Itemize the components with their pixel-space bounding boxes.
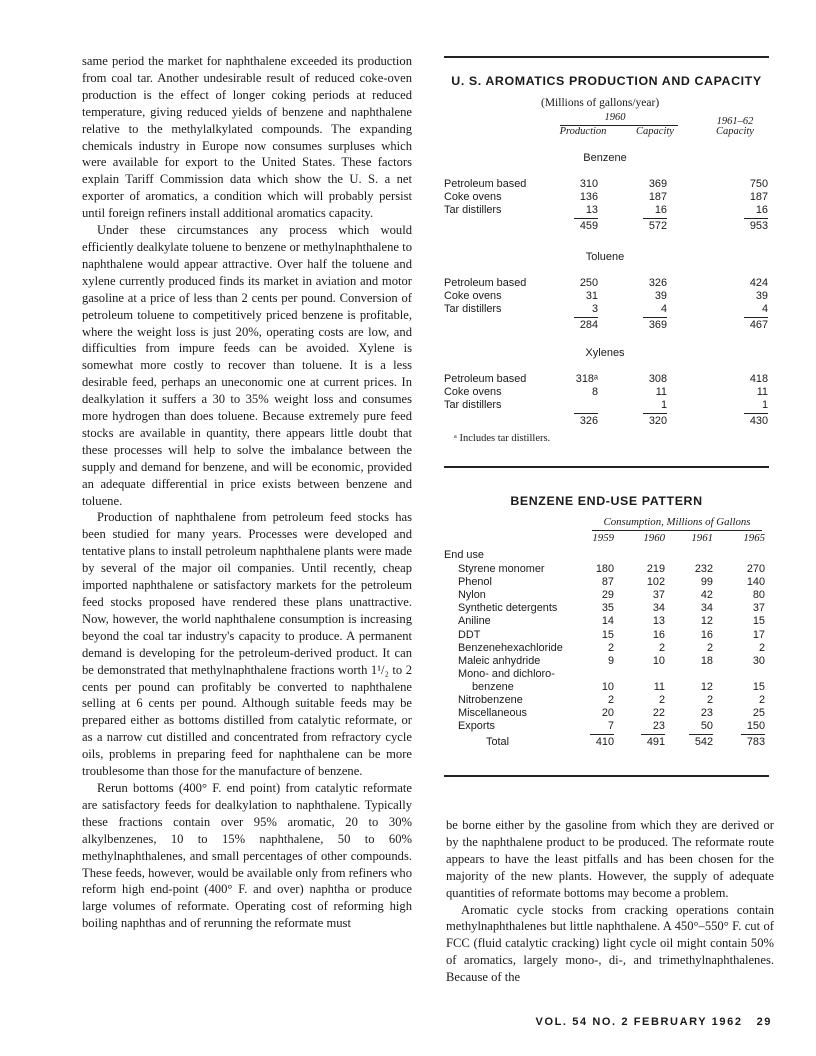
table1-year-1961: 1961–62 (716, 116, 754, 127)
table2-cell: 23 (700, 707, 713, 720)
table2-cell: 17 (752, 628, 765, 641)
table2-total-label: Total (486, 736, 510, 749)
table1-total-cell: 953 (749, 220, 768, 232)
subtotal-rule (574, 317, 598, 318)
table2-cell: 20 (601, 707, 614, 720)
right-text-column (446, 817, 774, 986)
table2-cell: 9 (607, 654, 614, 667)
left-text-column (82, 53, 412, 932)
table1-total-cell: 320 (648, 415, 667, 427)
paragraph: Rerun bottoms (400° F. end point) from catalytic reformate are satisfactory feeds for dealkylation to naphthalene. Typically these fractions contain over 95% aromatic, 20 to 30% alkylbenzenes, 10 to 15% naphthalene, 50 to 60% methylnaphthalenes, and small percentages of other compounds. These feeds, however, would be available only from refiners who reform high end-point (400° F. and over) naphtha or produce large volumes of reformate. Operating cost of reforming high boiling naphthas and of rerunning the reformate must (82, 780, 412, 931)
table1-total-cell: 572 (648, 220, 667, 232)
row-label: DDT (458, 628, 481, 641)
row-label: Tar distillers (444, 204, 502, 216)
paragraph: same period the market for naphthalene exceeded its production from coal tar. Another undesirable result of reduced coke-oven production is the effect of longer coking periods at reduced temperature, giving reduced yields of benzene and naphthalene relative to the methylalkylated compounds. The expanding chemicals industry in Europe now consumes surpluses which were available for export to the United States. These factors explain Tariff Commission data which show the U. S. a net exporter of aromatics, a condition which will probably persist until foreign refiners install additional aromatics capacity. (82, 54, 412, 221)
table1-cell: 11 (655, 386, 667, 398)
table1-total-cell: 467 (749, 319, 768, 331)
table1-cell: 187 (749, 191, 768, 203)
subtotal-rule (744, 218, 768, 219)
table2-cell: 102 (646, 576, 665, 589)
table1-total-cell: 369 (648, 319, 667, 331)
table1-cell: 187 (648, 191, 667, 203)
table1-year-1960: 1960 (604, 112, 626, 123)
table2-cell: 99 (700, 576, 713, 589)
row-label: Exports (458, 720, 495, 733)
table2-year-header: 1965 (743, 532, 765, 544)
row-label: Styrene monomer (458, 563, 545, 575)
table2-cell: 15 (752, 680, 765, 693)
table2-total-cell: 783 (746, 736, 765, 749)
subtotal-rule (643, 413, 667, 414)
table2-subtitle-rule (592, 530, 762, 531)
table1-cell: 4 (660, 303, 667, 315)
table1-total-cell: 459 (579, 220, 598, 232)
table2-cell: 37 (752, 602, 765, 615)
table2-year-header: 1959 (592, 532, 614, 544)
table1-top-rule (444, 56, 769, 58)
row-label: Petroleum based (444, 178, 527, 190)
table2-cell: 34 (652, 602, 665, 615)
table2-bottom-rule (444, 775, 769, 777)
table2-cell: 29 (601, 589, 614, 602)
table1-total-cell: 284 (579, 319, 598, 331)
total-rule (641, 734, 665, 735)
table1-cell: 16 (755, 204, 768, 216)
table2-cell: 12 (700, 615, 713, 628)
table2-cell: 14 (601, 615, 614, 628)
table2-cell: 35 (601, 602, 614, 615)
table2-cell: 34 (700, 602, 713, 615)
row-label: Coke ovens (444, 191, 502, 203)
table2-cell: 15 (752, 615, 765, 628)
table2-cell: 12 (700, 680, 713, 693)
table1-cell: 4 (761, 303, 768, 315)
table1-cell: 39 (755, 290, 768, 302)
table1-col-production: Production (559, 126, 607, 137)
table2-total-cell: 491 (646, 736, 665, 749)
row-label: Nitrobenzene (458, 694, 523, 706)
table2-cell: 87 (601, 576, 614, 589)
table2-cell: 2 (758, 694, 765, 706)
table1-cell: 1 (761, 399, 768, 411)
table1-group-label: Benzene (583, 152, 627, 164)
table1-cell: 39 (654, 290, 667, 302)
table1-cell: 3 (591, 303, 598, 315)
table1-footnote: ᵃ Includes tar distillers. (454, 433, 551, 444)
total-rule (590, 734, 614, 735)
table1-group-label: Toluene (585, 251, 625, 263)
table2-cell: 219 (646, 563, 665, 575)
table1-bottom-rule (444, 466, 769, 468)
subtotal-rule (574, 218, 598, 219)
total-rule (741, 734, 765, 735)
table2-cell: 22 (652, 707, 665, 720)
table1-cell: 8 (591, 386, 598, 398)
row-label: Aniline (458, 615, 491, 628)
table1-cell: 750 (749, 178, 768, 190)
row-label: Maleic anhydride (458, 654, 541, 667)
paragraph: Aromatic cycle stocks from cracking operations contain methylnaphthalenes but little naphthalene. A 450°–550° F. cut of FCC (fluid catalytic cracking) light cycle oil might contain 50% of aromatics, largely mono-, di-, and trimethylnaphthalenes. Because of the (446, 902, 774, 985)
table2-cell: 2 (758, 641, 765, 654)
subtotal-rule (643, 317, 667, 318)
paragraph: be borne either by the gasoline from which they are derived or by the naphthalene product to be produced. The reformate route appears to have the least pitfalls and has been chosen for the majority of the new plants. However, the supply of adequate quantities of reformate bottoms may become a problem. (446, 818, 774, 900)
table2-cell: 16 (700, 628, 713, 641)
table1-cell: 250 (579, 277, 598, 289)
table2-total-cell: 410 (595, 736, 614, 749)
table2-subtitle: Consumption, Millions of Gallons (603, 516, 751, 528)
table2-cell: 42 (700, 589, 713, 602)
subtotal-rule (643, 218, 667, 219)
table2-cell: 2 (658, 641, 665, 654)
row-label: Petroleum based (444, 277, 527, 289)
table1-title: U. S. AROMATICS PRODUCTION AND CAPACITY (451, 74, 762, 88)
paragraph: Under these circumstances any process which would efficiently dealkylate toluene to benzene or methylnaphthalene to naphthalene would appear attractive. Over half the toluene and xylene currently produced finds its market in aviation and motor gasoline at a price of less than 2 cents per pound. Conversion of petroleum toluene to competitively priced benzene is profitable, where the weight loss is just 20%, operating costs are low, and difficulties from impure feeds can be avoided. Xylene is somewhat more costly to recover than toluene. It is a less desirable feed, perhaps an uneconomic one at current prices. In dealkylation it suffers a 30 to 35% weight loss and consumes more hydrogen than does toluene. Because extremely pure feed stocks are available in quantity, there appears little doubt that these processes will help to solve the imbalance between the supply and demand for benzene, and will be economic, provided an adequate differential in price exists between benzene and toluene. (82, 223, 412, 508)
table2-cell: 30 (752, 654, 765, 667)
row-label: Tar distillers (444, 399, 502, 411)
table2-cell: 270 (746, 563, 765, 575)
subtotal-rule (744, 317, 768, 318)
table2-cell: 80 (752, 589, 765, 602)
row-label: benzene (472, 680, 514, 693)
table1-col-capacity: Capacity (636, 126, 674, 137)
row-label: Petroleum based (444, 373, 527, 385)
table2-cell: 2 (706, 694, 713, 706)
table2-cell: 232 (694, 563, 713, 575)
table2-cell: 10 (652, 654, 665, 667)
table1-group-label: Xylenes (585, 347, 625, 359)
table1-cell: 31 (585, 290, 598, 302)
table1-units: (Millions of gallons/year) (541, 97, 660, 109)
table2-cell: 18 (700, 654, 713, 667)
table1-col-capacity-1961: Capacity (716, 126, 754, 137)
table1-cell: 308 (648, 373, 667, 385)
table2-cell: 180 (595, 563, 614, 575)
table1-total-cell: 430 (749, 415, 768, 427)
page-footer (536, 1016, 772, 1028)
table2-cell: 37 (652, 589, 665, 602)
table1-cell: 318ᵃ (575, 373, 598, 385)
table1-cell: 1 (660, 399, 667, 411)
page-number: 29 (756, 1016, 772, 1028)
row-label: Mono- and dichloro- (458, 667, 555, 680)
table1-cell: 418 (749, 373, 768, 385)
paragraph: Production of naphthalene from petroleum feed stocks has been studied for many years. Processes were developed and tentative plans to install petroleum naphthalene plants were made by several of the major oil companies. Until recently, cheap imported naphthalene or satisfactory markets for the petroleum feed stocks proposed have rendered these plans unattractive. Now, however, the world naphthalene consumption is increasing beyond the coal tar industry's capacity to produce. A permanent demand is developing for the petroleum-derived product. It can be demonstrated that methylnaphthalene fractions worth 1¹/₂ to 2 cents per pound can profitably be converted to naphthalene selling at 6 cents per pound. Although suitable feeds may be prepared either as bottoms distilled from catalytic reformate, or as a narrow cut distilled and concentrated from refractory cycle oils, problems in preparing feed for naphthalene can be more troublesome than those for the manufacture of benzene. (82, 510, 412, 779)
table2-cell: 140 (746, 576, 765, 589)
table2-title: BENZENE END-USE PATTERN (510, 494, 703, 508)
table1-cell: 11 (756, 386, 768, 398)
table2-cell: 13 (652, 615, 665, 628)
table1-cell: 13 (585, 204, 598, 216)
subtotal-rule (744, 413, 768, 414)
table1-total-cell: 326 (579, 415, 598, 427)
table1-cell: 424 (749, 277, 768, 289)
table2-cell: 2 (706, 641, 713, 654)
table2-cell: 25 (752, 707, 765, 720)
row-label: Tar distillers (444, 303, 502, 315)
table1-cell: 310 (579, 178, 598, 190)
row-label: Nylon (458, 589, 486, 602)
table2-cell: 50 (700, 720, 713, 733)
row-label: Synthetic detergents (458, 602, 558, 615)
row-label: Coke ovens (444, 290, 502, 302)
row-label: Miscellaneous (458, 707, 528, 720)
table2-cell: 7 (607, 720, 614, 733)
row-label: Benzenehexachloride (458, 641, 563, 654)
table2-cell: 15 (601, 628, 614, 641)
table2-total-cell: 542 (694, 736, 713, 749)
table2-cell: 10 (601, 680, 614, 693)
total-rule (689, 734, 713, 735)
table1-cell: 326 (648, 277, 667, 289)
row-label: Phenol (458, 576, 492, 589)
table2-cell: 16 (652, 628, 665, 641)
subtotal-rule (574, 413, 598, 414)
table2-year-header: 1961 (691, 532, 713, 544)
table2-cell: 2 (607, 641, 614, 654)
table1-cell: 136 (579, 191, 598, 203)
table2-year-header: 1960 (643, 532, 665, 544)
table2-cell: 2 (607, 694, 614, 706)
table2-cell: 11 (653, 680, 665, 693)
table2-cell: 2 (658, 694, 665, 706)
journal-issue: VOL. 54 NO. 2 FEBRUARY 1962 (535, 1016, 743, 1028)
table1-cell: 369 (648, 178, 667, 190)
table1-cell: 16 (654, 204, 667, 216)
table2-cell: 23 (652, 720, 665, 733)
table2-cell: 150 (746, 720, 765, 733)
row-label: Coke ovens (444, 386, 502, 398)
